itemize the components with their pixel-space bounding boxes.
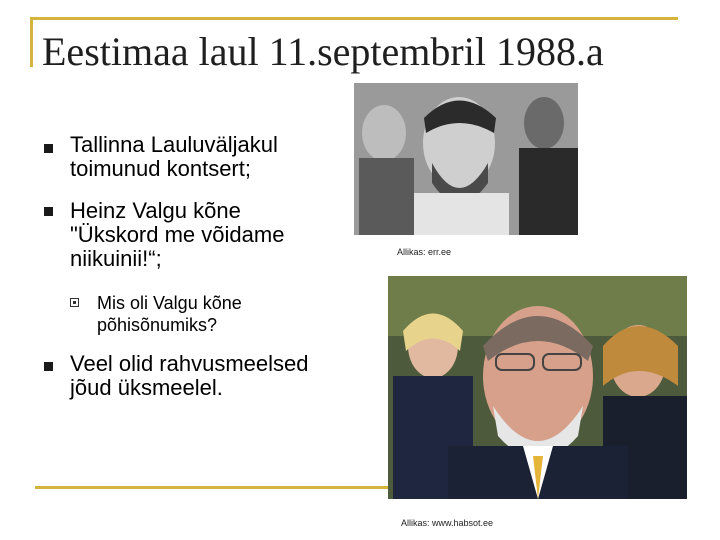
- slide-title: Eestimaa laul 11.septembril 1988.a: [42, 29, 604, 74]
- photo-heinz-valk-1988: [354, 83, 578, 235]
- photo-1-caption: Allikas: err.ee: [397, 247, 452, 257]
- bullet-2-text: [70, 199, 284, 271]
- frame-left-line: [30, 17, 33, 67]
- bullet-3-text: [70, 352, 308, 400]
- photo-1-illustration: [354, 83, 578, 235]
- bullet-1-line-2: toimunud kontsert;: [70, 156, 251, 181]
- photo-2-caption: Allikas: www.habsot.ee: [401, 518, 494, 528]
- bullet-2-line-3: niikuinii!“;: [70, 246, 162, 271]
- bullet-marker: [44, 207, 53, 216]
- bullet-marker: [44, 362, 53, 371]
- bullet-3-line-1: Veel olid rahvusmeelsed: [70, 351, 309, 376]
- photo-2-illustration: [388, 276, 687, 499]
- bullet-1-line-1: Tallinna Lauluväljakul: [70, 132, 278, 157]
- bullet-1-text: [70, 133, 278, 181]
- photo-heinz-valk-portrait: [388, 276, 687, 499]
- bullet-3-line-2: jõud üksmeelel.: [70, 375, 223, 400]
- bullet-marker: [44, 144, 53, 153]
- bullet-2-line-1: Heinz Valgu kõne: [70, 198, 241, 223]
- sub-bullet-line-1: Mis oli Valgu kõne: [97, 293, 242, 313]
- bullet-2-line-2: "Ükskord me võidame: [70, 222, 285, 247]
- sub-bullet-text: [97, 292, 242, 336]
- sub-bullet-line-2: põhisõnumiks?: [97, 315, 218, 335]
- frame-top-line: [30, 17, 678, 20]
- sub-bullet-marker: [70, 298, 79, 307]
